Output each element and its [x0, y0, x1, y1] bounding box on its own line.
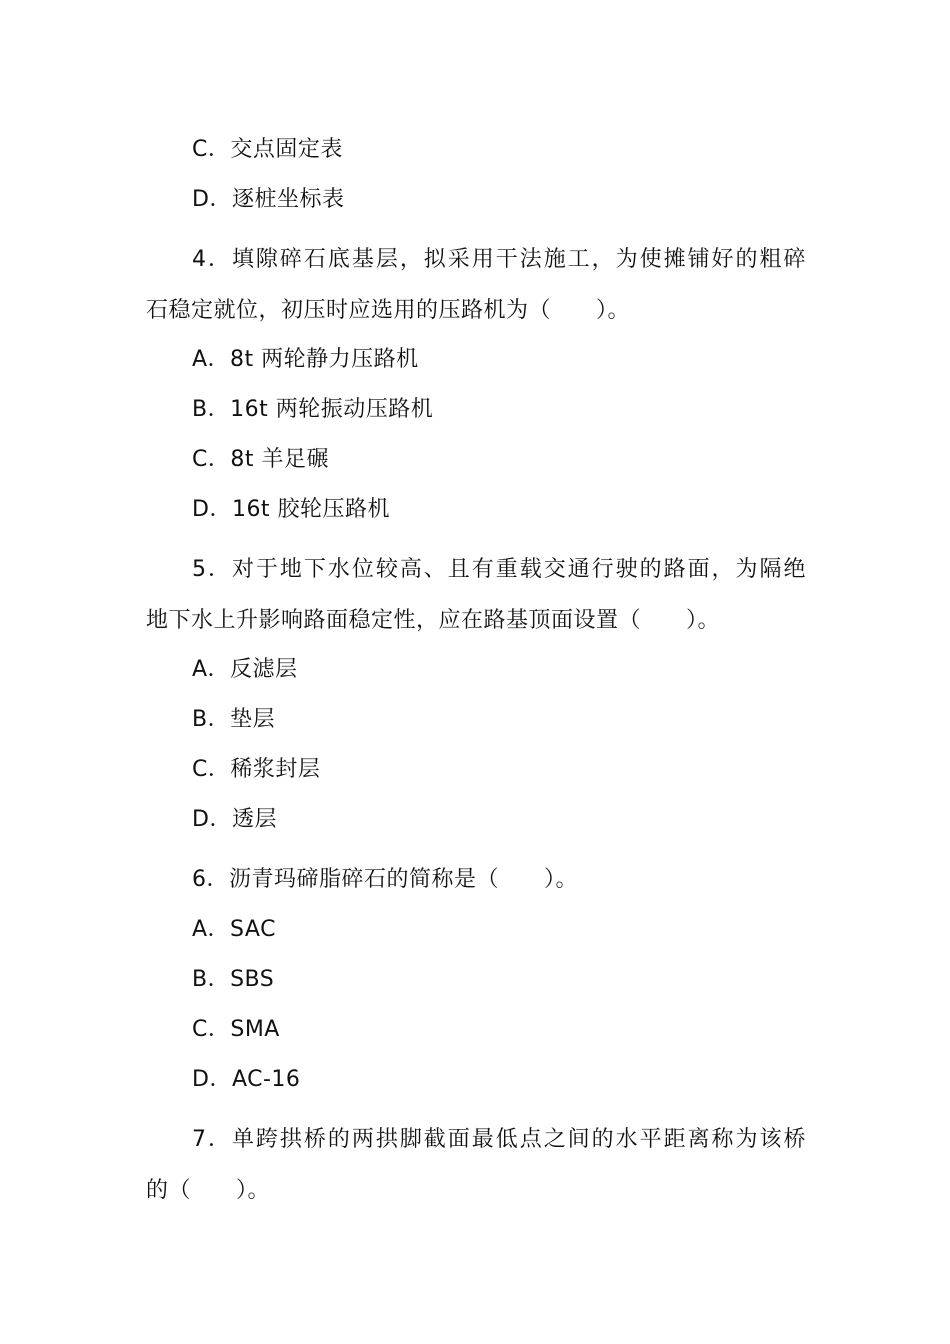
question-6-option-a: A．SAC [192, 917, 276, 942]
question-5-stem-line1: 5．对于地下水位较高、且有重载交通行驶的路面，为隔绝 [192, 557, 806, 582]
question-6-option-c: C．SMA [192, 1017, 280, 1042]
question-5-option-a: A．反滤层 [192, 657, 298, 682]
question-4-option-d: D．16t 胶轮压路机 [192, 497, 391, 522]
question-4-option-b: B．16t 两轮振动压路机 [192, 397, 434, 422]
question-7-stem-line1: 7．单跨拱桥的两拱脚截面最低点之间的水平距离称为该桥 [192, 1127, 806, 1152]
question-5-option-c: C．稀浆封层 [192, 757, 321, 782]
question-4-option-c: C．8t 羊足碾 [192, 447, 329, 472]
question-4-stem-line1: 4．填隙碎石底基层，拟采用干法施工，为使摊铺好的粗碎 [192, 247, 806, 272]
option-d: D．逐桩坐标表 [192, 187, 345, 212]
question-6-option-b: B．SBS [192, 967, 275, 992]
question-6-option-d: D．AC-16 [192, 1067, 301, 1092]
question-6-stem-line1: 6．沥青玛碲脂碎石的简称是（ ）。 [192, 867, 578, 892]
question-7-stem-line2: 的（ ）。 [146, 1178, 271, 1203]
question-5-option-d: D．透层 [192, 807, 277, 832]
question-4-stem-line2: 石稳定就位，初压时应选用的压路机为（ ）。 [146, 298, 631, 323]
question-5-stem-line2: 地下水上升影响路面稳定性，应在路基顶面设置（ ）。 [146, 608, 721, 633]
question-4-option-a: A．8t 两轮静力压路机 [192, 347, 419, 372]
question-5-option-b: B．垫层 [192, 707, 276, 732]
option-c: C．交点固定表 [192, 137, 343, 162]
